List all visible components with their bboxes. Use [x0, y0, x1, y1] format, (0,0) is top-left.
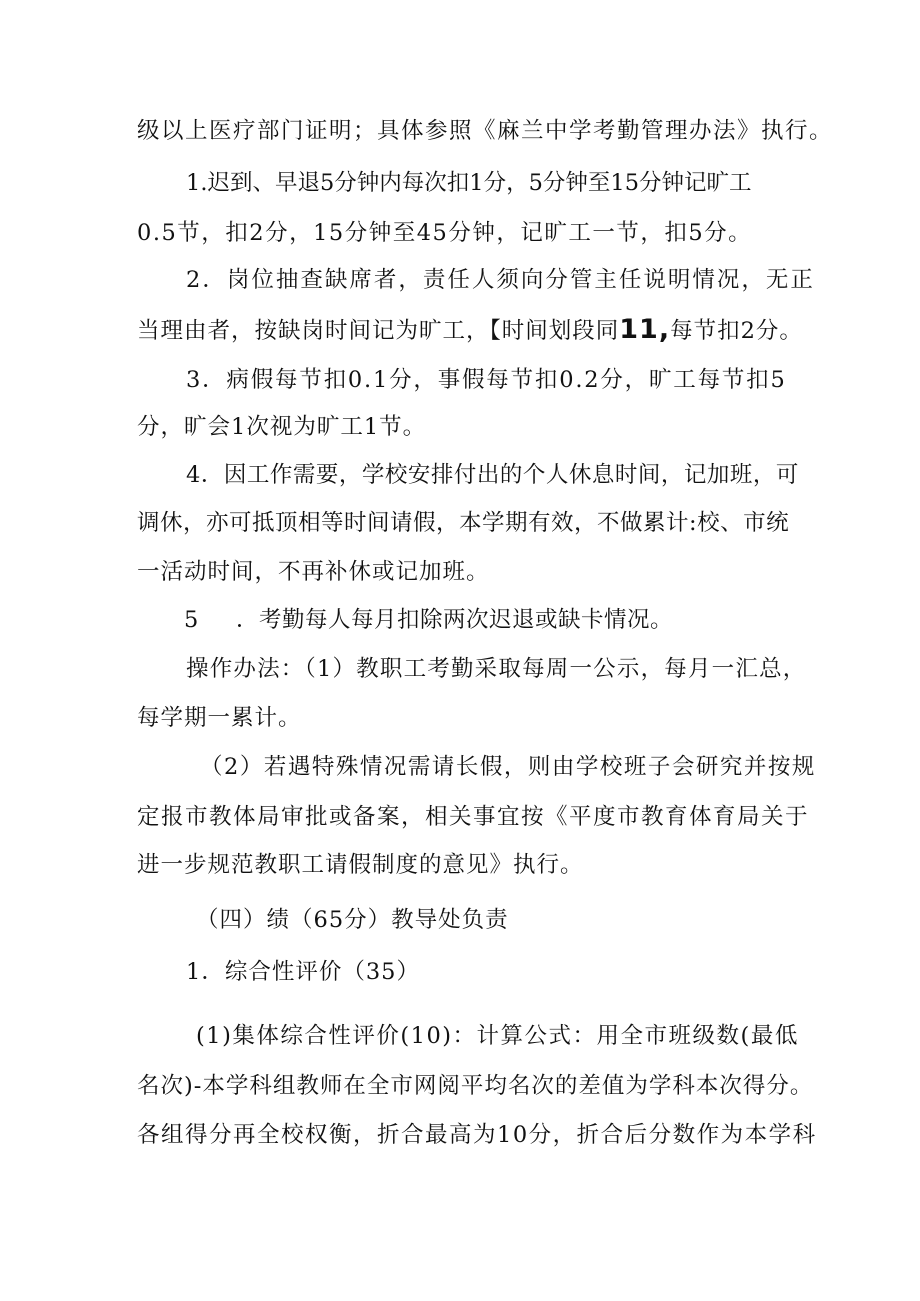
text-line: 调休，亦可抵顶相等时间请假，本学期有效，不做累计:校、市统 [137, 510, 790, 536]
text-line: 2．岗位抽查缺席者，责任人须向分管主任说明情况，无正 [186, 267, 815, 293]
text-line: 1.迟到、早退5分钟内每次扣1分，5分钟至15分钟记旷工 [186, 170, 752, 196]
text-line: 操作办法：（1）教职工考勤采取每周一公示，每月一汇总， [186, 656, 807, 682]
subsection-heading: 1．综合性评价（35） [186, 959, 420, 985]
text-line: 4．因工作需要，学校安排付出的个人休息时间，记加班，可 [186, 462, 799, 488]
text-line: 5 [184, 607, 199, 633]
text-span: 每节扣2分。 [670, 318, 803, 344]
text-line: （2）若遇特殊情况需请长假，则由学校班子会研究并按规 [200, 754, 816, 780]
text-line: 每学期一累计。 [137, 705, 302, 731]
text-line: 0.5节，扣2分，15分钟至45分钟，记旷工一节，扣5分。 [137, 220, 753, 246]
text-line: 名次)-本学科组教师在全市网阅平均名次的差值为学科本次得分。 [137, 1073, 814, 1099]
text-line [137, 315, 803, 346]
text-line: 各组得分再全校权衡，折合最高为10分，折合后分数作为本学科 [137, 1122, 817, 1148]
text-line: (1)集体综合性评价(10)：计算公式：用全市班级数(最低 [196, 1023, 799, 1049]
bold-number: 11, [619, 314, 671, 345]
text-line: ．考勤每人每月扣除两次迟退或缺卡情况。 [236, 607, 674, 633]
text-span: 当理由者，按缺岗时间记为旷工，【时间划段同 [137, 318, 620, 344]
text-line: 级以上医疗部门证明；具体参照《麻兰中学考勤管理办法》执行。 [137, 118, 834, 144]
text-line: 分，旷会1次视为旷工1节。 [137, 414, 427, 440]
text-line: 3．病假每节扣0.1分，事假每节扣0.2分，旷工每节扣5 [186, 367, 787, 393]
text-line: 定报市教体局审批或备案，相关事宜按《平度市教育体育局关于 [137, 804, 810, 830]
text-line: 一活动时间，不再补休或记加班。 [137, 559, 490, 585]
text-line: 进一步规范教职工请假制度的意见》执行。 [137, 852, 584, 878]
section-heading: （四）绩（65分）教导处负责 [196, 907, 509, 933]
